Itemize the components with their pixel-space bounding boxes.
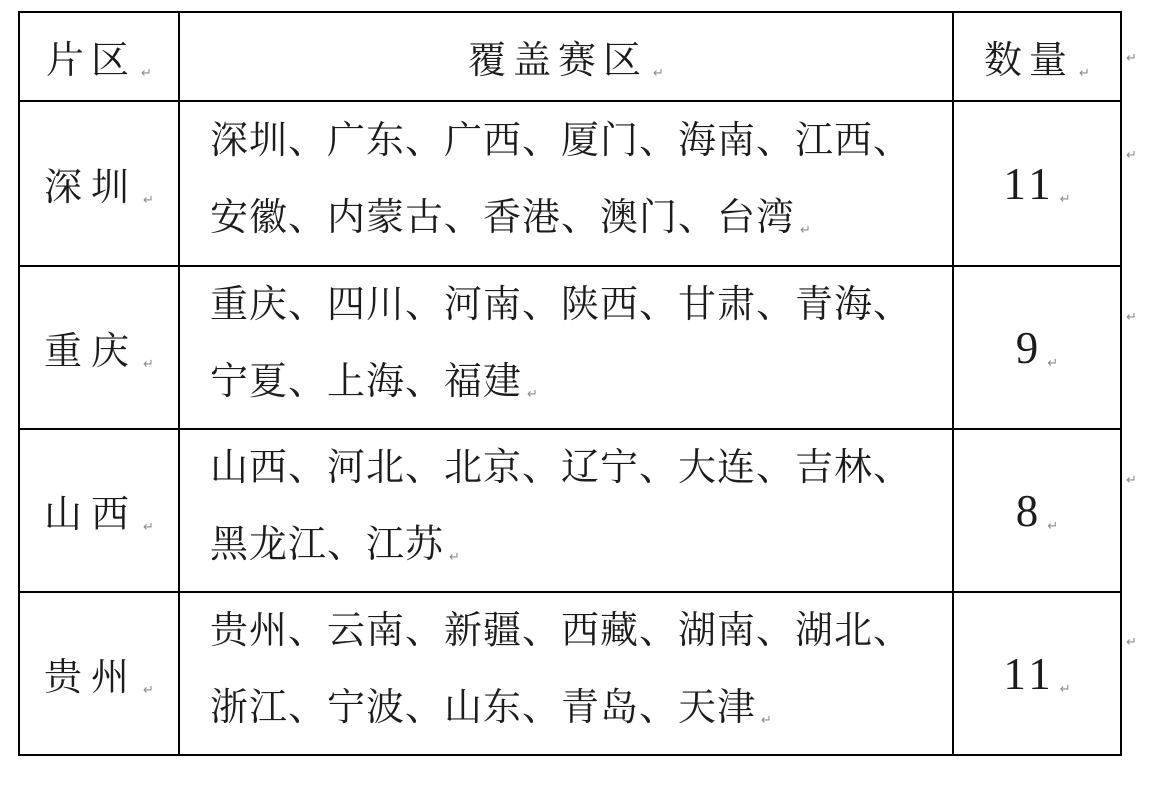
- coverage-text: 黑龙江、江苏: [210, 524, 445, 566]
- header-coverage-label: 覆盖赛区: [468, 40, 649, 82]
- region-label: 贵州: [44, 657, 139, 699]
- row-end-mark-icon: ↵: [1126, 50, 1137, 65]
- table-row-shanxi: [19, 429, 1121, 592]
- coverage-text: 贵州、云南、新疆、西藏、湖南、湖北、: [210, 610, 913, 652]
- count-cell[interactable]: [953, 429, 1121, 592]
- coverage-text: 深圳、广东、广西、厦门、海南、江西、: [210, 120, 913, 162]
- table-row-guizhou: [19, 592, 1121, 755]
- header-cell-region[interactable]: [19, 12, 179, 101]
- coverage-line-1: [210, 430, 946, 507]
- count-value: 11: [1003, 158, 1055, 209]
- cell-end-mark-icon: ↵: [141, 65, 152, 80]
- coverage-text: 安徽、内蒙古、香港、澳门、台湾: [210, 197, 796, 239]
- region-cell[interactable]: [19, 592, 179, 755]
- coverage-cell[interactable]: [179, 592, 953, 755]
- cell-end-mark-icon: ↵: [1047, 354, 1059, 370]
- row-end-mark-icon: ↵: [1126, 472, 1137, 487]
- coverage-text: 宁夏、上海、福建: [210, 361, 523, 403]
- coverage-line-2: [210, 180, 946, 264]
- coverage-cell[interactable]: [179, 101, 953, 266]
- region-cell[interactable]: [19, 266, 179, 429]
- count-value: 8: [1015, 485, 1043, 536]
- cell-end-mark-icon: ↵: [449, 549, 460, 564]
- table-row-chongqing: [19, 266, 1121, 429]
- header-cell-coverage[interactable]: [179, 12, 953, 101]
- cell-end-mark-icon: ↵: [143, 519, 154, 534]
- cell-end-mark-icon: ↵: [143, 192, 154, 207]
- header-cell-count[interactable]: [953, 12, 1121, 101]
- coverage-line-2: [210, 670, 946, 754]
- cell-end-mark-icon: ↵: [1059, 190, 1071, 206]
- coverage-line-1: [210, 267, 946, 344]
- region-label: 重庆: [44, 331, 139, 373]
- table-row-shenzhen: [19, 101, 1121, 266]
- header-region-label: 片区: [46, 40, 137, 82]
- region-label: 山西: [44, 494, 139, 536]
- coverage-line-1: [210, 593, 946, 670]
- cell-end-mark-icon: ↵: [1047, 517, 1059, 533]
- cell-end-mark-icon: ↵: [653, 65, 664, 80]
- coverage-cell[interactable]: [179, 266, 953, 429]
- coverage-text: 山西、河北、北京、辽宁、大连、吉林、: [210, 447, 913, 489]
- coverage-line-1: [210, 103, 946, 180]
- count-cell[interactable]: [953, 266, 1121, 429]
- row-end-mark-icon: ↵: [1126, 309, 1137, 324]
- coverage-text: 重庆、四川、河南、陕西、甘肃、青海、: [210, 284, 913, 326]
- coverage-cell[interactable]: [179, 429, 953, 592]
- cell-end-mark-icon: ↵: [800, 222, 811, 237]
- cell-end-mark-icon: ↵: [143, 356, 154, 371]
- count-cell[interactable]: [953, 592, 1121, 755]
- cell-end-mark-icon: ↵: [761, 712, 772, 727]
- cell-end-mark-icon: ↵: [527, 386, 538, 401]
- row-end-mark-icon: ↵: [1126, 634, 1137, 649]
- count-value: 9: [1015, 322, 1043, 373]
- region-label: 深圳: [44, 167, 139, 209]
- cell-end-mark-icon: ↵: [1079, 65, 1090, 80]
- coverage-text: 浙江、宁波、山东、青岛、天津: [210, 687, 757, 729]
- coverage-line-2: [210, 507, 946, 591]
- header-count-label: 数量: [984, 40, 1075, 82]
- count-value: 11: [1003, 648, 1055, 699]
- count-cell[interactable]: [953, 101, 1121, 266]
- row-end-mark-icon: ↵: [1126, 147, 1137, 162]
- region-cell[interactable]: [19, 101, 179, 266]
- region-cell[interactable]: [19, 429, 179, 592]
- table-header-row: [19, 12, 1121, 101]
- cell-end-mark-icon: ↵: [143, 682, 154, 697]
- district-coverage-table: [18, 11, 1122, 756]
- cell-end-mark-icon: ↵: [1059, 680, 1071, 696]
- coverage-line-2: [210, 344, 946, 428]
